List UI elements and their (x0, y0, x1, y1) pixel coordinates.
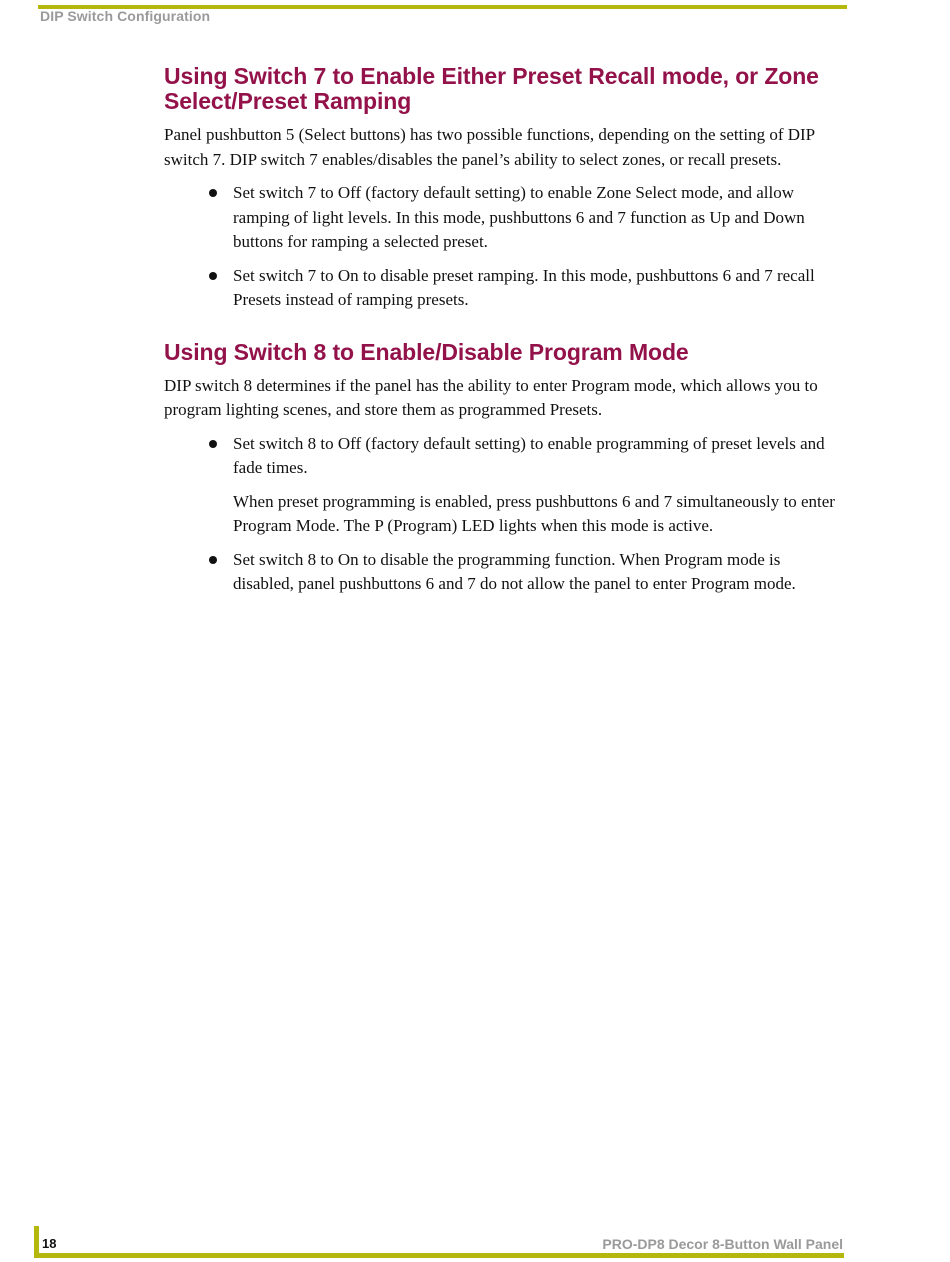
section-heading-switch-7: Using Switch 7 to Enable Either Preset Recall mode, or Zone Select/Preset Ramping (164, 63, 819, 114)
section-heading-switch-8: Using Switch 8 to Enable/Disable Program Mode (164, 338, 689, 365)
list-item-text: Set switch 8 to On to disable the programming function. When Program mode is disabled, panel pushbuttons 6 and 7 do not allow the panel to enter Program mode. (233, 549, 796, 593)
list-item-text: Set switch 7 to Off (factory default setting) to enable Zone Select mode, and allow ramping of light levels. In this mode, pushbuttons 6 and 7 function as Up and Down buttons for ramping a selected preset. (233, 183, 805, 251)
section-intro-switch-8: DIP switch 8 determines if the panel has the ability to enter Program mode, which allows you to program lighting scenes, and store them as programmed Presets. (164, 375, 818, 419)
bullet-list-switch-8 (164, 432, 844, 597)
running-header: DIP Switch Configuration (40, 8, 211, 24)
bullet-list-switch-7 (164, 181, 844, 313)
list-item (164, 181, 844, 255)
bullet-icon (209, 189, 217, 197)
section-intro-switch-7: Panel pushbutton 5 (Select buttons) has two possible functions, depending on the setting of DIP switch 7. DIP switch 7 enables/disables the panel’s ability to select zones, or recall presets. (164, 125, 815, 169)
bullet-icon (209, 440, 217, 448)
footer-rule (34, 1253, 844, 1258)
list-item (164, 548, 844, 597)
list-item-text: Set switch 8 to Off (factory default setting) to enable programming of preset levels and fade times. (233, 433, 825, 477)
list-item (164, 264, 844, 313)
list-item (164, 432, 844, 539)
page-number: 18 (42, 1236, 57, 1251)
list-item-followup: When preset programming is enabled, press pushbuttons 6 and 7 simultaneously to enter Program Mode. The P (Program) LED lights when this mode is active. (233, 491, 835, 535)
bullet-icon (209, 556, 217, 564)
footer-document-title: PRO-DP8 Decor 8-Button Wall Panel (602, 1236, 843, 1252)
list-item-text: Set switch 7 to On to disable preset ramping. In this mode, pushbuttons 6 and 7 recall Presets instead of ramping presets. (233, 265, 815, 309)
page-content (164, 64, 844, 606)
bullet-icon (209, 272, 217, 280)
